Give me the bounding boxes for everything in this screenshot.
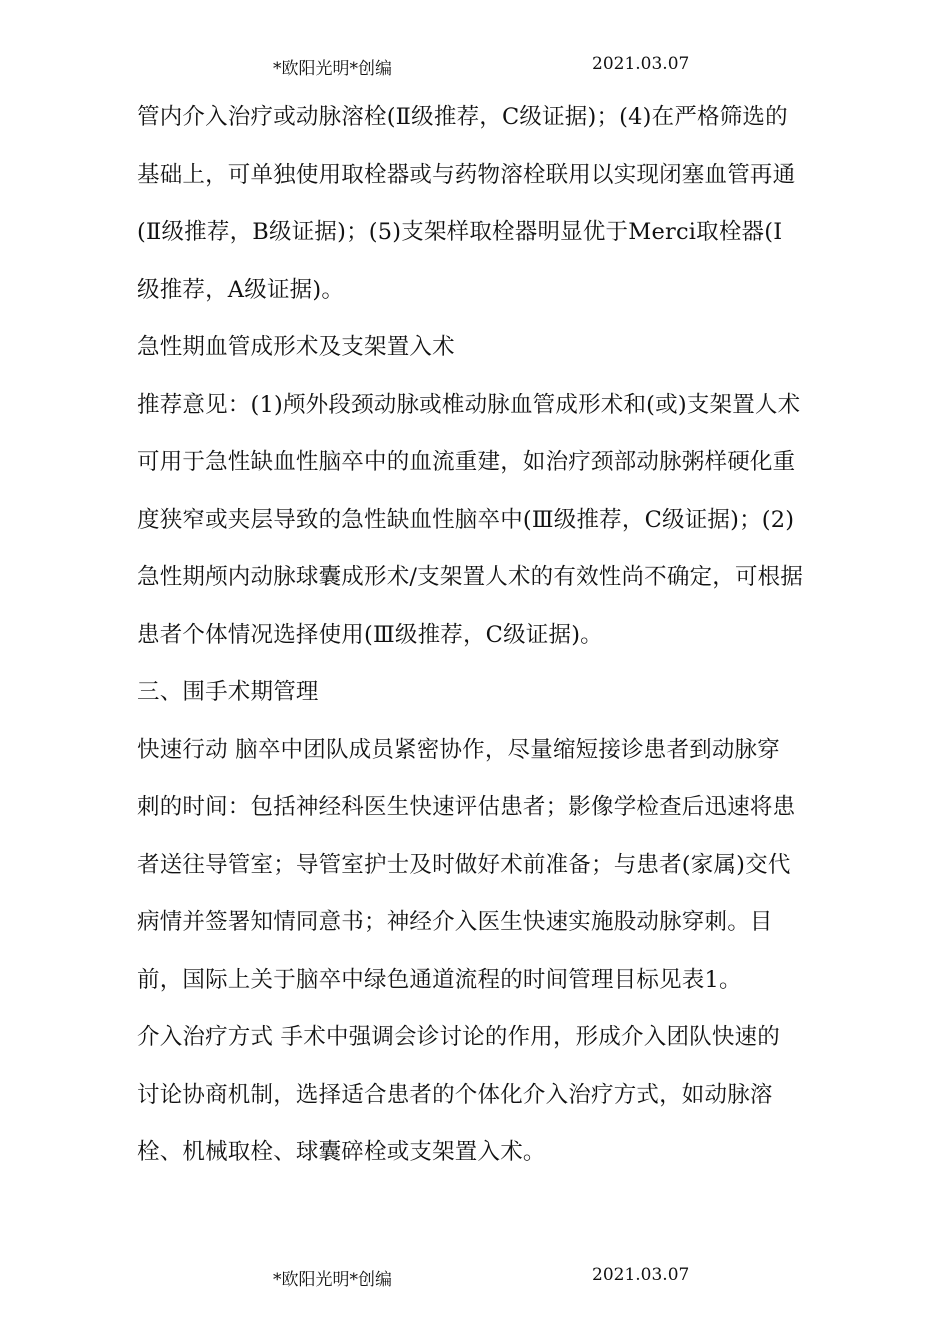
footer-author: *欧阳光明*创编 — [273, 1270, 392, 1290]
text-line: 者送往导管室；导管室护士及时做好术前准备；与患者(家属)交代 — [137, 851, 791, 878]
header-date: 2021.03.07 — [592, 54, 690, 74]
text-line: 基础上，可单独使用取栓器或与药物溶栓联用以实现闭塞血管再通 — [137, 161, 796, 188]
document-body — [137, 99, 827, 1192]
header-author: *欧阳光明*创编 — [273, 59, 392, 79]
text-line: 管内介入治疗或动脉溶栓(Ⅱ级推荐，C级证据)；(4)在严格筛选的 — [137, 104, 788, 130]
section-heading: 急性期血管成形术及支架置入术 — [137, 334, 455, 360]
text-line: 病情并签署知情同意书；神经介入医生快速实施股动脉穿刺。目 — [137, 909, 773, 935]
text-line: 讨论协商机制，选择适合患者的个体化介入治疗方式，如动脉溶 — [137, 1081, 773, 1108]
text-line: 可用于急性缺血性脑卒中的血流重建，如治疗颈部动脉粥样硬化重 — [137, 449, 796, 475]
text-line: 前，国际上关于脑卒中绿色通道流程的时间管理目标见表1。 — [137, 966, 742, 993]
text-line: 急性期颅内动脉球囊成形术/支架置人术的有效性尚不确定，可根据 — [137, 564, 804, 590]
section-heading: 三、围手术期管理 — [137, 679, 319, 705]
page-header — [0, 54, 950, 78]
text-line: 栓、机械取栓、球囊碎栓或支架置入术。 — [137, 1139, 546, 1165]
text-line: 度狭窄或夹层导致的急性缺血性脑卒中(Ⅲ级推荐，C级证据)；(2) — [137, 506, 795, 533]
text-line: 患者个体情况选择使用(Ⅲ级推荐，C级证据)。 — [137, 621, 603, 648]
text-line: 级推荐，A级证据)。 — [137, 276, 345, 303]
text-line: (Ⅱ级推荐，B级证据)；(5)支架样取栓器明显优于Merci取栓器(I — [137, 219, 783, 245]
footer-date: 2021.03.07 — [592, 1265, 690, 1285]
text-line: 刺的时间：包括神经科医生快速评估患者；影像学检查后迅速将患 — [137, 794, 796, 820]
text-line: 介入治疗方式 手术中强调会诊讨论的作用，形成介入团队快速的 — [137, 1024, 780, 1050]
page-footer — [0, 1265, 950, 1289]
text-line: 快速行动 脑卒中团队成员紧密协作，尽量缩短接诊患者到动脉穿 — [137, 736, 780, 763]
text-line: 推荐意见：(1)颅外段颈动脉或椎动脉血管成形术和(或)支架置人术 — [137, 391, 801, 418]
